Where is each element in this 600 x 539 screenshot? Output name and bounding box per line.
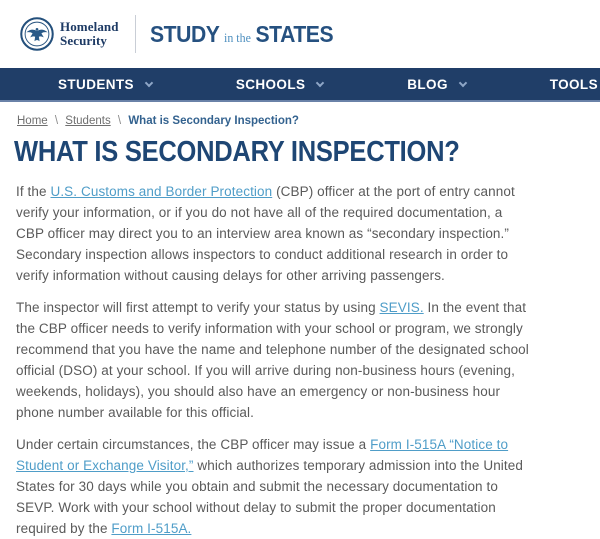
header-divider [135, 15, 136, 53]
text-segment: Under certain circumstances, the CBP officer may issue a [16, 437, 371, 452]
agency-line2: Security [60, 33, 108, 48]
agency-name [60, 20, 119, 48]
text-segment: In the event that the CBP officer needs to verify information with your school or program, we strongly recommend that you have the name and telephone number of the designated school official (DSO) at your school. If you will arrive during non-business hours (evening, weekends, holidays), you should also have an emergency or non-business hour phone number available for this official. [16, 300, 529, 420]
chevron-down-icon [316, 78, 324, 86]
text-segment: If the [16, 184, 51, 199]
primary-nav [0, 68, 600, 102]
article-body [16, 181, 532, 539]
text-segment: which authorizes temporary admission into the United States for 30 days while you obtain and submit the necessary documentation to SEVP. Work with your school without delay to submit the proper documentation required by the [16, 458, 523, 536]
dhs-seal-icon [20, 17, 54, 51]
inline-link[interactable]: U.S. Customs and Border Protection [50, 184, 273, 199]
breadcrumb-students-link[interactable]: Students [65, 115, 111, 127]
paragraph-form-i515a [16, 434, 532, 539]
wordmark-study: STUDY [149, 20, 220, 47]
nav-label: BLOG [407, 76, 448, 92]
breadcrumb-separator: \ [54, 115, 59, 127]
chevron-down-icon [459, 78, 467, 86]
breadcrumb-current-page: What is Secondary Inspection? [128, 115, 299, 127]
page-title: WHAT IS SECONDARY INSPECTION? [14, 136, 460, 168]
inline-link[interactable]: Form I-515A. [111, 521, 192, 536]
text-segment: The inspector will first attempt to verify your status by using [16, 300, 380, 315]
nav-item-tools[interactable] [550, 77, 598, 92]
nav-item-schools[interactable] [236, 77, 324, 92]
inline-link[interactable]: SEVIS. [379, 300, 424, 315]
text-segment: (CBP) officer at the port of entry cannot verify your information, or if you do not have all of the required documentation, a CBP officer may direct you to an interview area known as “secondary inspection.” Secondary inspection allows inspectors to conduct additional research in order to verify information without causing delays for other arriving passengers. [16, 184, 515, 283]
site-wordmark[interactable] [150, 21, 333, 48]
breadcrumb-separator: \ [117, 115, 122, 127]
chevron-down-icon [145, 78, 153, 86]
wordmark-states: STATES [255, 20, 333, 47]
site-header [0, 0, 600, 68]
nav-item-blog[interactable] [407, 77, 466, 92]
nav-item-students[interactable] [58, 77, 152, 92]
wordmark-in-the: in the [223, 29, 251, 45]
breadcrumb-home-link[interactable]: Home [17, 115, 48, 127]
nav-label: STUDENTS [58, 76, 134, 92]
paragraph-inspector-sevis [16, 297, 532, 423]
nav-label: SCHOOLS [235, 76, 306, 92]
paragraph-secondary-inspection-intro [16, 181, 532, 286]
inline-link[interactable]: Form I-515A “Notice to Student or Exchange Visitor,” [16, 437, 509, 473]
agency-line1: Homeland [60, 19, 119, 34]
breadcrumb [17, 115, 600, 127]
nav-label: TOOLS [549, 76, 598, 92]
